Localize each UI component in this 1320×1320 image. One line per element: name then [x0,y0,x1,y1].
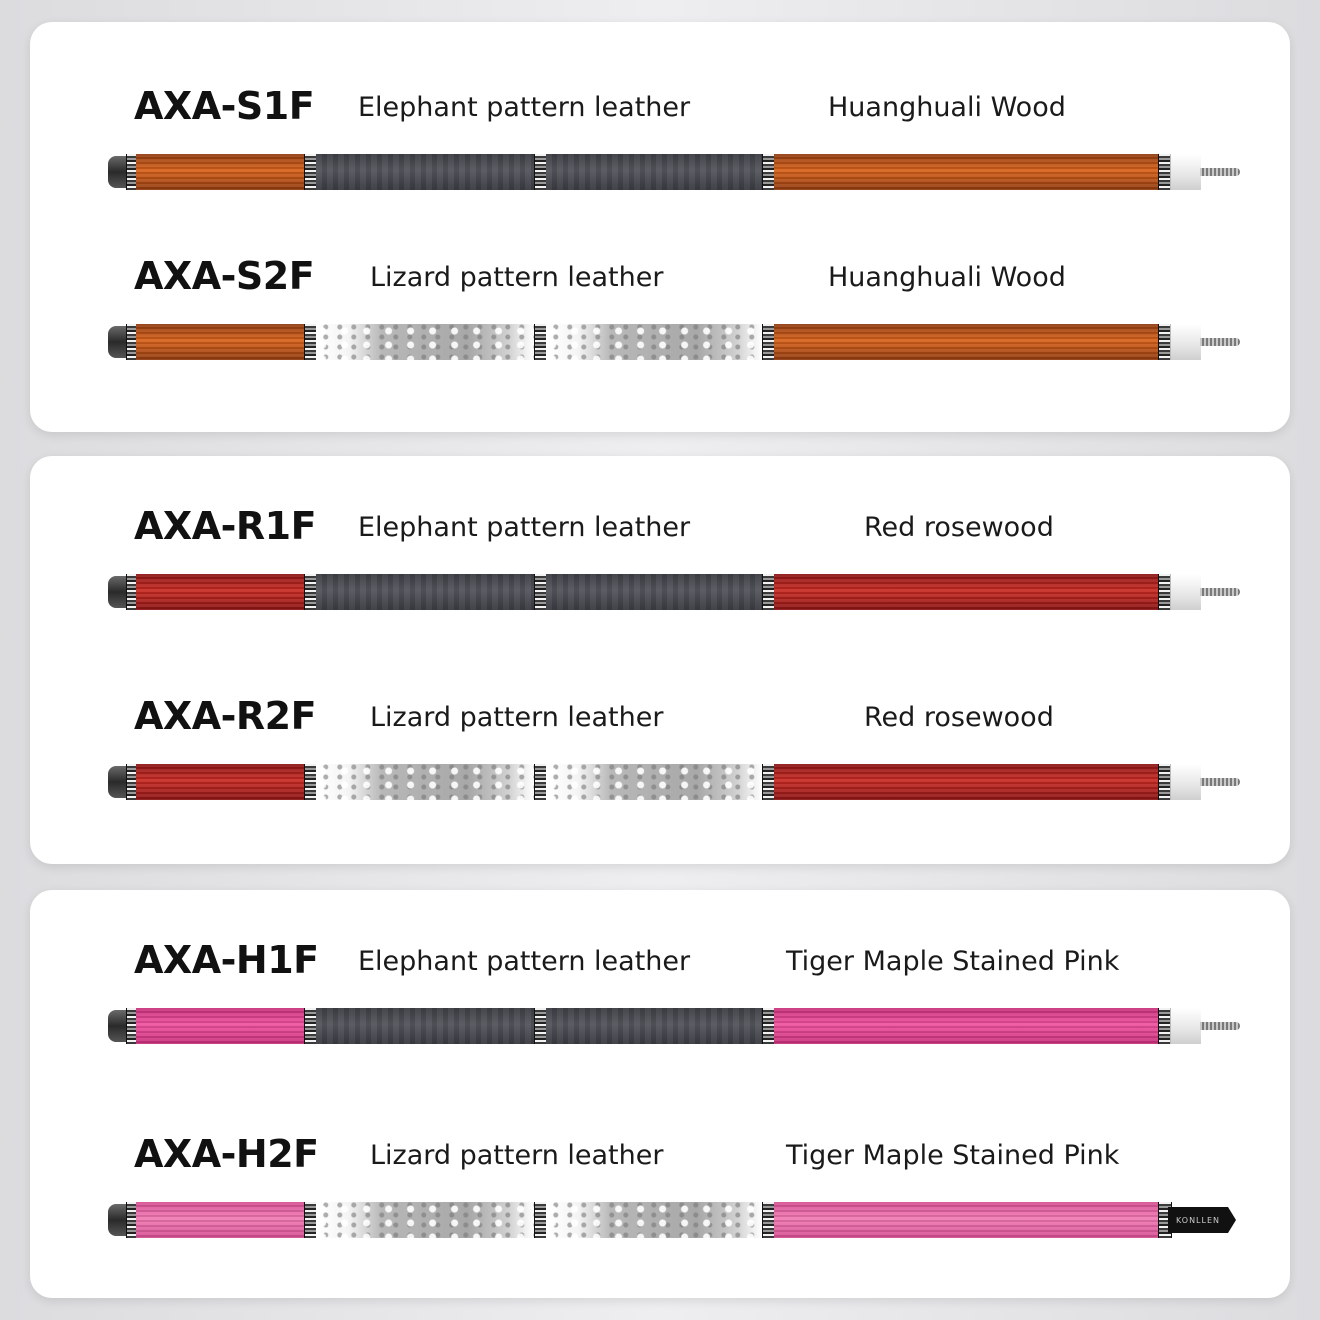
butt-wrap-leather [316,1202,534,1238]
forearm-wood [774,574,1158,610]
cue-bumper [108,576,126,608]
cue-bumper [108,1204,126,1236]
cue-image [108,1004,1218,1048]
wood-material-label: Red rosewood [864,702,1054,733]
butt-wrap-leather [546,154,762,190]
cue-image [108,1198,1221,1242]
butt-material-label: Lizard pattern leather [370,1140,664,1171]
forearm-wood [774,154,1158,190]
model-name: AXA-H1F [134,938,319,982]
card-tiger-maple [30,890,1290,1298]
wood-material-label: Huanghuali Wood [828,92,1066,123]
joint-protector: KONLLEN [1168,1207,1228,1233]
joint-collar [1170,1008,1201,1044]
model-name: AXA-R1F [134,504,317,548]
model-name: AXA-S1F [134,84,315,128]
butt-wrap-leather [546,324,762,360]
cue-image [108,570,1218,614]
cue-row [30,1132,1290,1272]
butt-wrap-leather [316,324,534,360]
cue-row [30,84,1290,224]
cue-row [30,254,1290,394]
joint-collar [1170,324,1201,360]
butt-wrap-leather [316,764,534,800]
joint-pin [1200,778,1240,786]
card-rosewood [30,456,1290,864]
model-name: AXA-R2F [134,694,317,738]
wood-material-label: Huanghuali Wood [828,262,1066,293]
joint-pin [1200,1022,1240,1030]
joint-collar [1170,154,1201,190]
cue-image [108,320,1218,364]
butt-wrap-leather [316,1008,534,1044]
butt-sleeve-wood [136,154,304,190]
joint-collar [1170,574,1201,610]
butt-wrap-leather [546,1008,762,1044]
cue-bumper [108,766,126,798]
joint-collar [1170,764,1201,800]
joint-pin [1200,338,1240,346]
joint-pin [1200,588,1240,596]
cue-row [30,694,1290,834]
butt-wrap-leather [546,574,762,610]
model-name: AXA-H2F [134,1132,319,1176]
model-name: AXA-S2F [134,254,315,298]
butt-wrap-leather [546,764,762,800]
wood-material-label: Tiger Maple Stained Pink [786,1140,1120,1171]
butt-material-label: Elephant pattern leather [358,512,691,543]
cue-row [30,504,1290,644]
butt-wrap-leather [546,1202,762,1238]
card-huanghuali [30,22,1290,432]
cue-bumper [108,1010,126,1042]
butt-wrap-leather [316,154,534,190]
wood-material-label: Tiger Maple Stained Pink [786,946,1120,977]
butt-material-label: Lizard pattern leather [370,262,664,293]
forearm-wood [774,1202,1158,1238]
butt-sleeve-wood [136,1008,304,1044]
wood-material-label: Red rosewood [864,512,1054,543]
butt-sleeve-wood [136,764,304,800]
butt-wrap-leather [316,574,534,610]
forearm-wood [774,324,1158,360]
forearm-wood [774,1008,1158,1044]
cue-bumper [108,156,126,188]
joint-pin [1200,168,1240,176]
butt-sleeve-wood [136,324,304,360]
cue-image [108,150,1218,194]
butt-sleeve-wood [136,1202,304,1238]
butt-material-label: Elephant pattern leather [358,946,691,977]
cue-row [30,938,1290,1078]
butt-material-label: Elephant pattern leather [358,92,691,123]
forearm-wood [774,764,1158,800]
cue-bumper [108,326,126,358]
butt-material-label: Lizard pattern leather [370,702,664,733]
cue-image [108,760,1218,804]
butt-sleeve-wood [136,574,304,610]
